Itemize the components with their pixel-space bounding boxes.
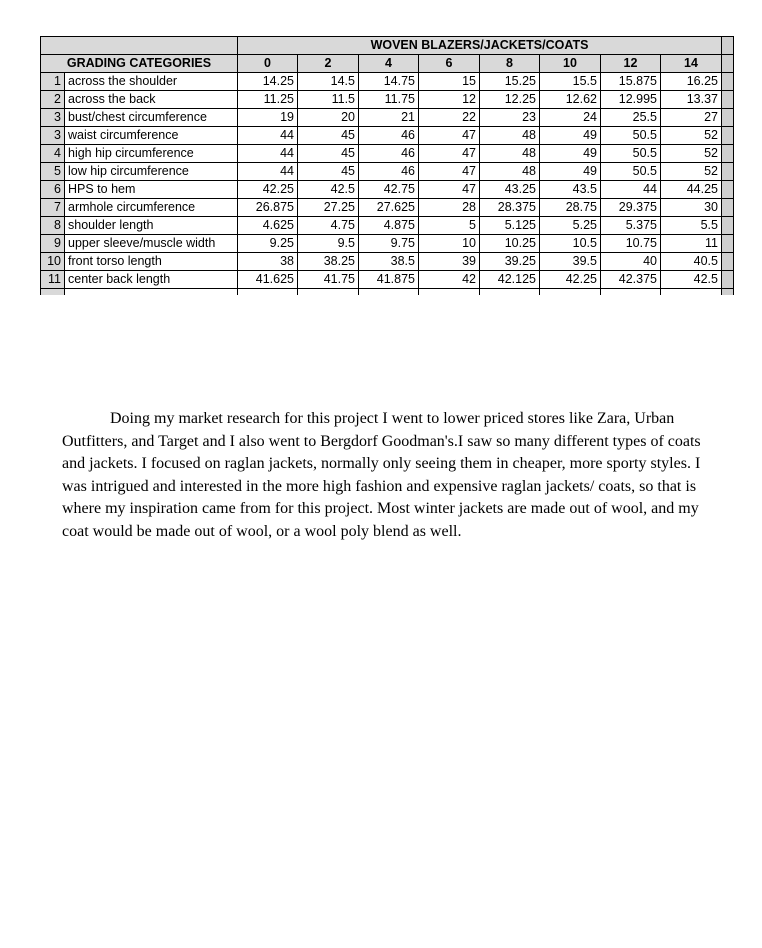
row-number: 8 [41,217,65,235]
measurement-cell: 12.62 [540,91,601,109]
scrollbar-track [722,163,734,181]
blank-cell [41,289,65,296]
measurement-cell: 43.5 [540,181,601,199]
measurement-cell: 20 [298,109,359,127]
row-number: 1 [41,73,65,91]
measurement-cell: 46 [359,163,419,181]
grading-category: HPS to hem [65,181,238,199]
size-header: 14 [661,55,722,73]
table-row [41,181,734,199]
grading-category: center back length [65,271,238,289]
measurement-cell: 42.75 [359,181,419,199]
grading-category: bust/chest circumference [65,109,238,127]
measurement-cell: 49 [540,163,601,181]
table-row [41,271,734,289]
row-number: 6 [41,181,65,199]
measurement-cell: 29.375 [601,199,661,217]
measurement-cell: 12.25 [480,91,540,109]
measurement-cell: 9.5 [298,235,359,253]
measurement-cell: 15.25 [480,73,540,91]
measurement-cell: 15 [419,73,480,91]
measurement-cell: 24 [540,109,601,127]
measurement-cell: 10.75 [601,235,661,253]
blank-cell [661,289,722,296]
row-number: 3 [41,127,65,145]
measurement-cell: 11.25 [238,91,298,109]
size-header: 12 [601,55,661,73]
scrollbar-track [722,181,734,199]
measurement-cell: 39.5 [540,253,601,271]
grading-category: shoulder length [65,217,238,235]
size-header: 6 [419,55,480,73]
row-number: 3 [41,109,65,127]
measurement-cell: 52 [661,163,722,181]
measurement-cell: 41.875 [359,271,419,289]
measurement-cell: 23 [480,109,540,127]
grading-category: low hip circumference [65,163,238,181]
scrollbar-track [722,253,734,271]
measurement-cell: 15.875 [601,73,661,91]
grading-category: front torso length [65,253,238,271]
scrollbar-track [722,217,734,235]
measurement-cell: 39 [419,253,480,271]
measurement-cell: 42.5 [661,271,722,289]
blank-row [41,289,734,296]
table-row [41,109,734,127]
measurement-cell: 38.5 [359,253,419,271]
size-header: 8 [480,55,540,73]
measurement-cell: 47 [419,163,480,181]
grading-category: armhole circumference [65,199,238,217]
table-row [41,91,734,109]
measurement-cell: 22 [419,109,480,127]
table-row [41,73,734,91]
measurement-cell: 44 [238,145,298,163]
measurement-cell: 48 [480,163,540,181]
measurement-cell: 38.25 [298,253,359,271]
measurement-cell: 41.75 [298,271,359,289]
measurement-cell: 9.25 [238,235,298,253]
grading-category: high hip circumference [65,145,238,163]
measurement-cell: 5.375 [601,217,661,235]
measurement-cell: 14.25 [238,73,298,91]
measurement-cell: 47 [419,127,480,145]
row-number: 9 [41,235,65,253]
grading-table [40,36,734,295]
market-research-paragraph: Doing my market research for this project I went to lower priced stores like Zara, Urban Outfitters, and Target and I also went to Bergdorf Goodman's.I saw so many different types of coats and jackets. I focused on raglan jackets, normally only seeing them in cheaper, more sporty styles. I was intrigued and interested in the more high fashion and expensive raglan jackets/ coats, so that is where my inspiration came from for this project. Most winter jackets are made out of wool, and my coat would be made out of wool, or a wool poly blend as well. [62,410,701,540]
scrollbar-track [722,289,734,296]
measurement-cell: 42.5 [298,181,359,199]
blank-cell [298,289,359,296]
measurement-cell: 30 [661,199,722,217]
measurement-cell: 11.5 [298,91,359,109]
row-number: 5 [41,163,65,181]
table-row [41,127,734,145]
measurement-cell: 9.75 [359,235,419,253]
measurement-cell: 40 [601,253,661,271]
measurement-cell: 41.625 [238,271,298,289]
scrollbar-track [722,37,734,55]
scrollbar-track [722,199,734,217]
measurement-cell: 27 [661,109,722,127]
size-header: 4 [359,55,419,73]
measurement-cell: 42 [419,271,480,289]
measurement-cell: 28.75 [540,199,601,217]
scrollbar-track [722,55,734,73]
measurement-cell: 4.875 [359,217,419,235]
measurement-cell: 10.5 [540,235,601,253]
measurement-cell: 48 [480,127,540,145]
measurement-cell: 5.5 [661,217,722,235]
measurement-cell: 38 [238,253,298,271]
blank-cell [540,289,601,296]
measurement-cell: 5.125 [480,217,540,235]
scrollbar-track [722,235,734,253]
table-row [41,145,734,163]
measurement-cell: 42.375 [601,271,661,289]
measurement-cell: 13.37 [661,91,722,109]
scrollbar-track [722,73,734,91]
measurement-cell: 52 [661,127,722,145]
measurement-cell: 14.5 [298,73,359,91]
measurement-cell: 5.25 [540,217,601,235]
measurement-cell: 42.25 [238,181,298,199]
grading-category: upper sleeve/muscle width [65,235,238,253]
measurement-cell: 50.5 [601,163,661,181]
measurement-cell: 50.5 [601,145,661,163]
size-header-row [41,55,734,73]
row-number: 2 [41,91,65,109]
table-row [41,217,734,235]
table-row [41,199,734,217]
measurement-cell: 15.5 [540,73,601,91]
row-number: 7 [41,199,65,217]
measurement-cell: 14.75 [359,73,419,91]
grading-table-sheet [40,36,734,298]
measurement-cell: 48 [480,145,540,163]
measurement-cell: 42.25 [540,271,601,289]
measurement-cell: 19 [238,109,298,127]
row-number: 11 [41,271,65,289]
row-number: 4 [41,145,65,163]
measurement-cell: 47 [419,181,480,199]
table-row [41,163,734,181]
size-header: 10 [540,55,601,73]
measurement-cell: 39.25 [480,253,540,271]
size-header: 0 [238,55,298,73]
measurement-cell: 12 [419,91,480,109]
measurement-cell: 16.25 [661,73,722,91]
category-header: GRADING CATEGORIES [41,55,238,73]
measurement-cell: 11 [661,235,722,253]
measurement-cell: 21 [359,109,419,127]
measurement-cell: 40.5 [661,253,722,271]
row-number: 10 [41,253,65,271]
measurement-cell: 50.5 [601,127,661,145]
measurement-cell: 47 [419,145,480,163]
measurement-cell: 46 [359,127,419,145]
scrollbar-track [722,127,734,145]
scrollbar-track [722,145,734,163]
measurement-cell: 10.25 [480,235,540,253]
measurement-cell: 28 [419,199,480,217]
measurement-cell: 44.25 [661,181,722,199]
measurement-cell: 26.875 [238,199,298,217]
measurement-cell: 27.625 [359,199,419,217]
measurement-cell: 12.995 [601,91,661,109]
group-header-row [41,37,734,55]
measurement-cell: 46 [359,145,419,163]
measurement-cell: 44 [238,127,298,145]
measurement-cell: 28.375 [480,199,540,217]
scrollbar-track [722,109,734,127]
grading-category: waist circumference [65,127,238,145]
measurement-cell: 4.625 [238,217,298,235]
measurement-cell: 27.25 [298,199,359,217]
grading-category: across the back [65,91,238,109]
blank-cell [419,289,480,296]
measurement-cell: 44 [238,163,298,181]
measurement-cell: 10 [419,235,480,253]
blank-cell [65,289,238,296]
measurement-cell: 44 [601,181,661,199]
size-header: 2 [298,55,359,73]
blank-cell [480,289,540,296]
measurement-cell: 43.25 [480,181,540,199]
blank-cell [601,289,661,296]
measurement-cell: 5 [419,217,480,235]
measurement-cell: 49 [540,127,601,145]
table-row [41,235,734,253]
measurement-cell: 49 [540,145,601,163]
measurement-cell: 45 [298,145,359,163]
measurement-cell: 45 [298,163,359,181]
measurement-cell: 45 [298,127,359,145]
scrollbar-track [722,271,734,289]
group-header: WOVEN BLAZERS/JACKETS/COATS [238,37,722,55]
scrollbar-track [722,91,734,109]
measurement-cell: 42.125 [480,271,540,289]
measurement-cell: 4.75 [298,217,359,235]
table-row [41,253,734,271]
measurement-cell: 11.75 [359,91,419,109]
grading-category: across the shoulder [65,73,238,91]
blank-cell [238,289,298,296]
measurement-cell: 52 [661,145,722,163]
corner-cell [41,37,238,55]
measurement-cell: 25.5 [601,109,661,127]
blank-cell [359,289,419,296]
